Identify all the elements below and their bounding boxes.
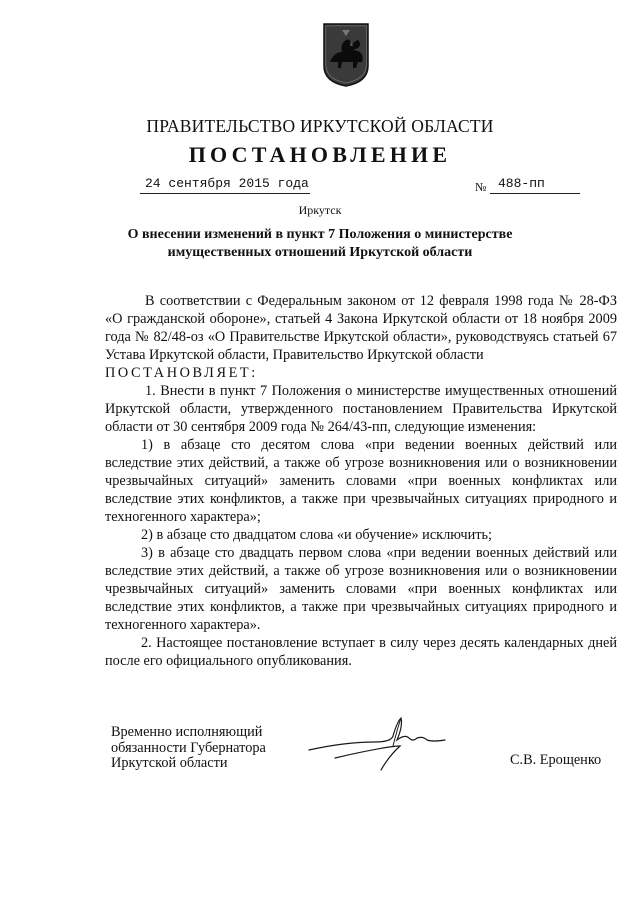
resolves-heading: ПОСТАНОВЛЯЕТ:	[105, 365, 258, 381]
document-number: 488-пп	[498, 176, 545, 191]
document-subject	[0, 226, 640, 262]
subject-line-1: О внесении изменений в пункт 7 Положения о министерстве	[127, 227, 513, 242]
subitem-3-paragraph: 3) в абзаце сто двадцать первом слова «при ведении военных действий или вследствие этих действий, а также об угрозе возникновения или о возникновении чрезвычайных ситуаций» заменить словами «при военных конфликтах или вследствие этих конфликтов, а также при чрезвычайных ситуациях природного и техногенного характера».	[105, 545, 617, 633]
preamble-paragraph: В соответствии с Федеральным законом от 12 февраля 1998 года № 28-ФЗ «О гражданской обороне», статьей 4 Закона Иркутской области от 18 ноября 2009 года № 82/48-оз «О Правительстве Иркутской области», руководствуясь статьей 67 Устава Иркутской области, Правительство Иркутской области	[105, 293, 617, 363]
coat-of-arms-icon	[322, 22, 370, 88]
number-underline	[490, 193, 580, 194]
document-city: Иркутск	[298, 203, 342, 217]
item-1-paragraph: 1. Внести в пункт 7 Положения о министерстве имущественных отношений Иркутской области, утвержденного постановлением Правительства Иркутской области от 30 сентября 2009 года № 264/43-пп, следующие изменения:	[105, 383, 617, 435]
date-underline	[140, 193, 310, 194]
subitem-1-paragraph: 1) в абзаце сто десятом слова «при ведении военных действий или вследствие этих действий, а также об угрозе возникновения или о возникновении чрезвычайных ситуаций» заменить словами «при военных конфликтах или вследствие этих конфликтов, а также при чрезвычайных ситуациях природного и техногенного характера»;	[105, 437, 617, 525]
signer-position-line-3: Иркутской области	[111, 755, 228, 771]
organization-name: ПРАВИТЕЛЬСТВО ИРКУТСКОЙ ОБЛАСТИ	[146, 116, 494, 136]
number-sign: №	[475, 180, 487, 194]
document-body	[105, 292, 617, 670]
signer-name: С.В. Ерощенко	[510, 752, 602, 768]
document-date: 24 сентября 2015 года	[145, 176, 309, 191]
signer-position-line-2: обязанности Губернатора	[111, 739, 266, 756]
signer-position-line-1: Временно исполняющий	[111, 724, 263, 740]
subject-line-2: имущественных отношений Иркутской области	[167, 245, 473, 260]
signature-icon	[305, 712, 455, 774]
document-type: ПОСТАНОВЛЕНИЕ	[188, 142, 452, 167]
signer-position	[111, 725, 266, 772]
item-2-paragraph: 2. Настоящее постановление вступает в силу через десять календарных дней после его официального опубликования.	[105, 635, 617, 669]
subitem-2-paragraph: 2) в абзаце сто двадцатом слова «и обучение» исключить;	[141, 527, 492, 543]
